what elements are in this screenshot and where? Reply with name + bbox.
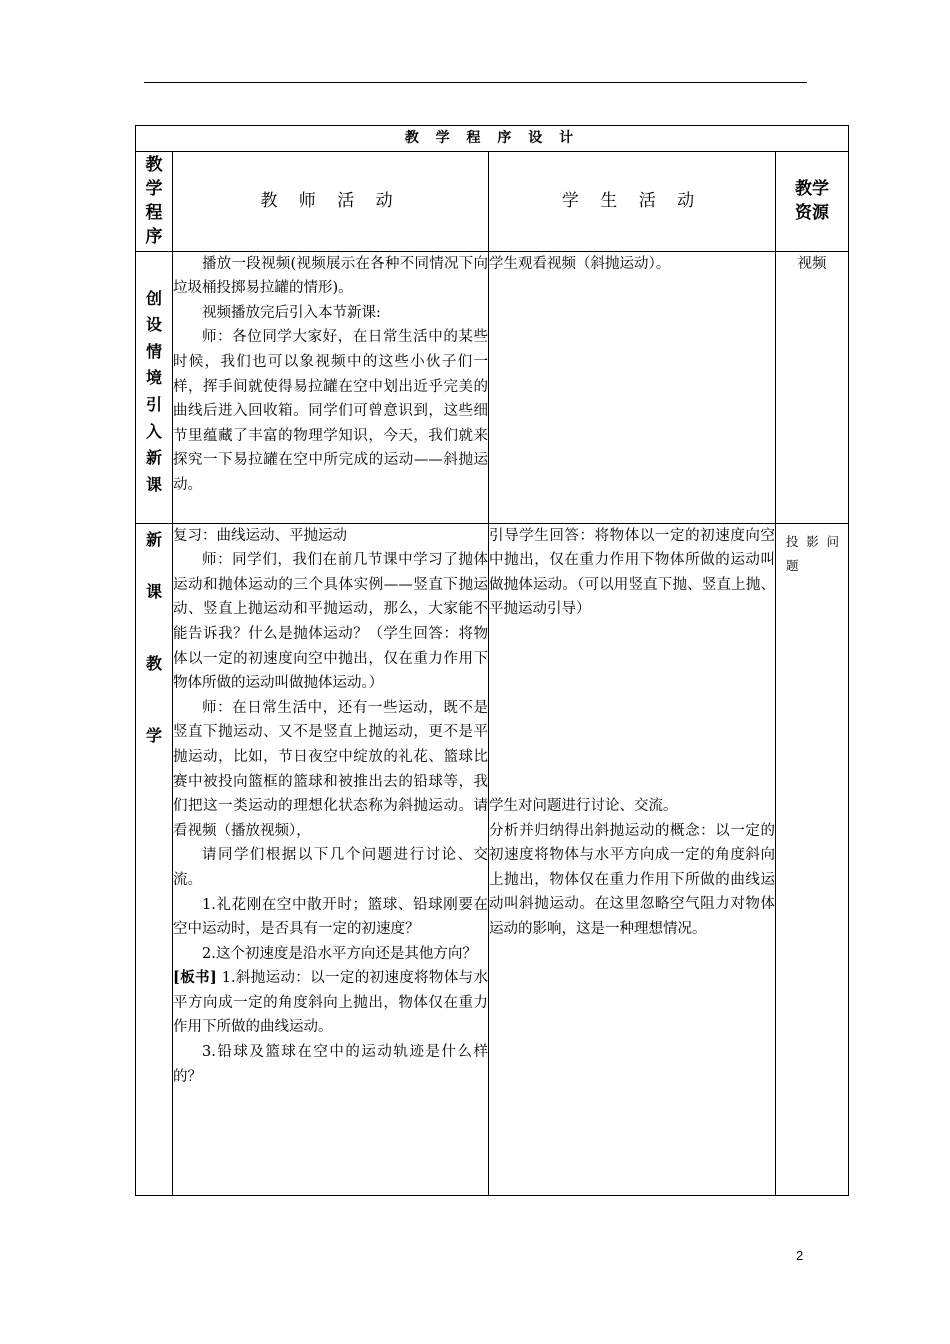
table-title: 教 学 程 序 设 计 xyxy=(136,126,849,152)
title-row xyxy=(136,126,849,152)
student-activity-new-lesson: 引导学生回答：将物体以一定的初速度向空中抛出，仅在重力作用下物体所做的运动叫做抛体运动。（可以用竖直下抛、竖直上抛、平抛运动引导） 学生对问题进行讨论、交流。 分析并归纳得出斜抛运动的概念：以一定的初速度将物体与水平方向成一定的角度斜向上抛出，物体仅在重力作用下所做的曲线运动叫斜抛运动。在这里忽略空气阻力对物体运动的影响，这是一种理想情况。 xyxy=(489,523,776,1195)
header-row xyxy=(136,151,849,251)
resource-intro: 视频 xyxy=(776,251,849,523)
board-note: [板书] 1.斜抛运动：以一定的初速度将物体与水平方向成一定的角度斜向上抛出，物体仅在重力作用下所做的曲线运动。 xyxy=(173,969,488,1036)
table-row xyxy=(136,251,849,523)
header-student-activity: 学 生 活 动 xyxy=(489,151,776,251)
resource-new-lesson: 投影问题 xyxy=(776,523,849,1195)
page-number: 2 xyxy=(796,1248,804,1263)
header-stage: 教 学 程 序 xyxy=(136,151,173,251)
stage-label-intro: 创 设 情 境 引 入 新 课 xyxy=(136,251,173,523)
header-rule xyxy=(144,82,807,83)
header-resource: 教学 资源 xyxy=(776,151,849,251)
teacher-activity-intro: 播放一段视频(视频展示在各种不同情况下向垃圾桶投掷易拉罐的情形)。 视频播放完后引入本节新课: 师：各位同学大家好，在日常生活中的某些时候，我们也可以象视频中的这些小伙子们一样，挥手间就使得易拉罐在空中划出近乎完美的曲线后进入回收箱。同学们可曾意识到，这些细节里蕴藏了丰富的物理学知识，今天，我们就来探究一下易拉罐在空中所完成的运动——斜抛运动。 xyxy=(173,251,489,523)
lesson-plan-table xyxy=(135,125,849,1196)
header-teacher-activity: 教 师 活 动 xyxy=(173,151,489,251)
student-activity-intro: 学生观看视频（斜抛运动）。 xyxy=(489,251,776,523)
stage-label-new-lesson: 新 课 教 学 xyxy=(136,523,173,1195)
table-row xyxy=(136,523,849,1195)
teacher-activity-new-lesson: 复习：曲线运动、平抛运动 师：同学们，我们在前几节课中学习了抛体运动和抛体运动的三个具体实例——竖直下抛运动、竖直上抛运动和平抛运动，那么，大家能不能告诉我？什么是抛体运动？（学生回答：将物体以一定的初速度向空中抛出，仅在重力作用下物体所做的运动叫做抛体运动。） 师：在日常生活中，还有一些运动，既不是竖直下抛运动、又不是竖直上抛运动，更不是平抛运动，比如，节日夜空中绽放的礼花、篮球比赛中被投向篮框的篮球和被推出去的铅球等，我们把这一类运动的理想化状态称为斜抛运动。请看视频（播放视频）， 请同学们根据以下几个问题进行讨论、交流。 1.礼花刚在空中散开时；篮球、铅球刚要在空中运动时，是否具有一定的初速度？ 2.这个初速度是沿水平方向还是其他方向？ [板书] 1.斜抛运动：以一定的初速度将物体与水平方向成一定的角度斜向上抛出，物体仅在重力作用下所做的曲线运动。 3.铅球及篮球在空中的运动轨迹是什么样的？ xyxy=(173,523,489,1195)
